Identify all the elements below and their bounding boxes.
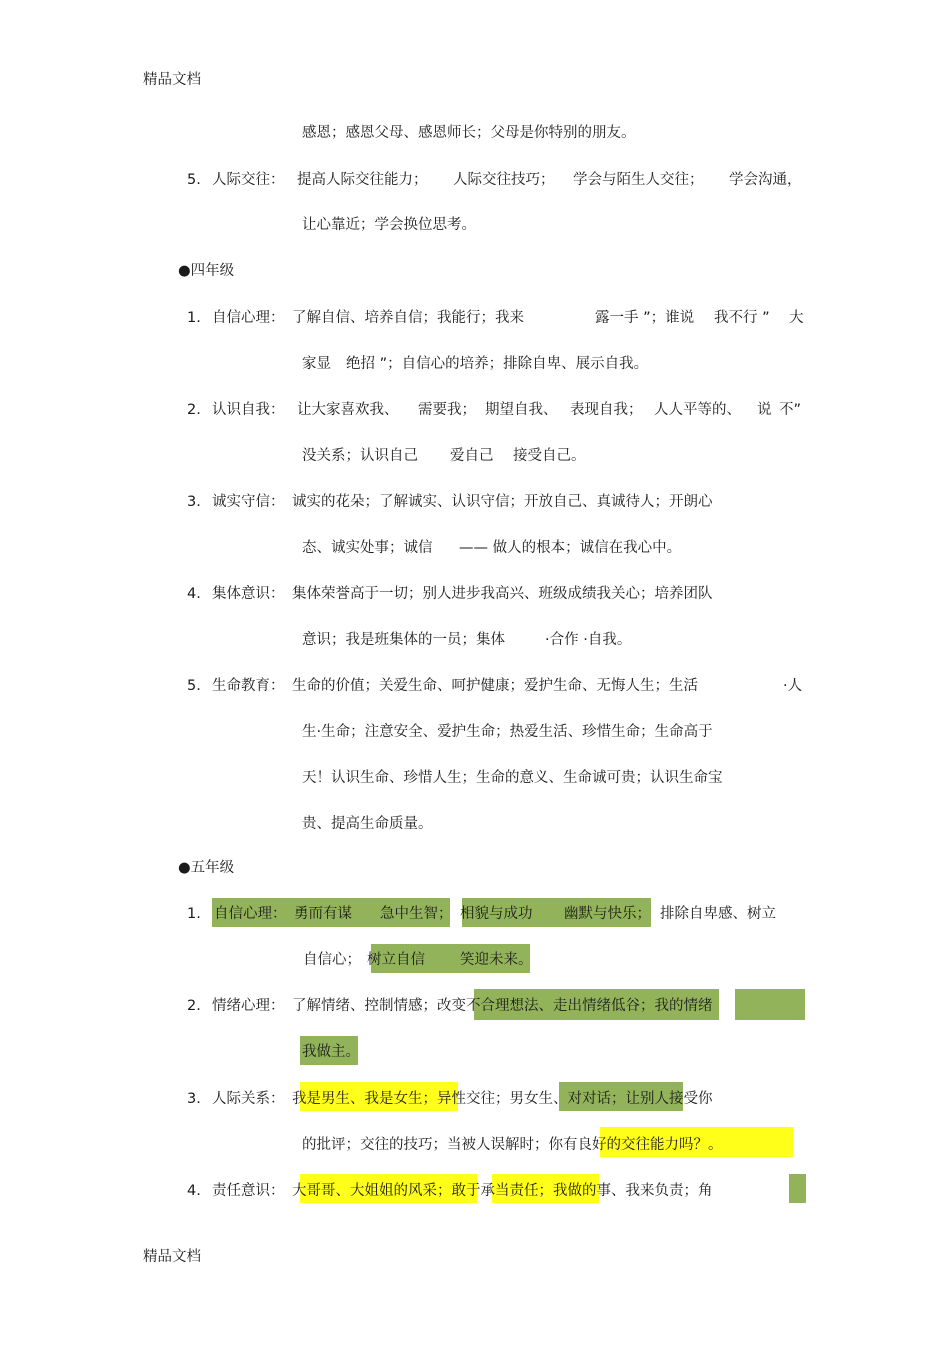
text-segment: 表现自我； — [570, 402, 643, 418]
text-segment: 树立自信 — [367, 952, 425, 968]
item-label: 认识自我： — [212, 402, 285, 418]
text-segment: 了解自信、培养自信；我能行；我来 — [292, 310, 524, 326]
text-segment: 笑迎未来。 — [460, 952, 533, 968]
text-segment: 学会沟通， — [729, 172, 802, 188]
text-segment: 人际交往技巧； — [453, 172, 555, 188]
text-segment: 了解情绪、控制情感；改变不合理想法、走出情绪低谷；我的情绪 — [292, 998, 713, 1014]
item-number: 5. — [187, 172, 201, 188]
text-segment: 露一手 ”；谁说 — [595, 310, 695, 326]
text-segment: 大 — [789, 310, 804, 326]
item-number: 2. — [187, 402, 201, 418]
section-title: ●四年级 — [178, 263, 235, 279]
text-segment: 提高人际交往能力； — [297, 172, 428, 188]
item-number: 5. — [187, 678, 201, 694]
item-label: 情绪心理： — [212, 998, 285, 1014]
text-segment: 学会与陌生人交往； — [573, 172, 704, 188]
text-segment: 说 — [757, 402, 772, 418]
text-segment: 让大家喜欢我、 — [297, 402, 399, 418]
highlight-green — [789, 1174, 806, 1203]
text-segment: 态、诚实处事；诚信 — [302, 540, 433, 556]
text-segment: 绝招 ”；自信心的培养；排除自卑、展示自我。 — [346, 356, 649, 372]
text-line: 天！认识生命、珍惜人生；生命的意义、生命诚可贵；认识生命宝 — [302, 770, 723, 786]
text-line: 生·生命；注意安全、爱护生命；热爱生活、珍惜生命；生命高于 — [302, 724, 713, 740]
item-label: 自信心理： — [214, 906, 287, 922]
text-segment: 集体荣誉高于一切；别人进步我高兴、班级成绩我关心；培养团队 — [292, 586, 713, 602]
item-number: 1. — [187, 906, 201, 922]
item-label: 集体意识： — [212, 586, 285, 602]
page-footer: 精品文档 — [143, 1249, 201, 1265]
item-label: 人际关系： — [212, 1091, 285, 1107]
item-number: 1. — [187, 310, 201, 326]
text-segment: 需要我； — [418, 402, 476, 418]
text-line: 感恩；感恩父母、感恩师长；父母是你特别的朋友。 — [302, 125, 636, 141]
text-segment: ·合作 ·自我。 — [545, 632, 632, 648]
text-segment: 大哥哥、大姐姐的风采；敢于承当责任；我做的事、我来负责；角 — [292, 1183, 713, 1199]
page-header: 精品文档 — [143, 72, 201, 88]
text-segment: 排除自卑感、树立 — [660, 906, 776, 922]
item-number: 2. — [187, 998, 201, 1014]
item-label: 人际交往： — [212, 172, 285, 188]
text-segment: 爱自己 — [450, 448, 494, 464]
text-segment: 诚实的花朵；了解诚实、认识守信；开放自己、真诚待人；开朗心 — [292, 494, 713, 510]
item-label: 自信心理： — [212, 310, 285, 326]
text-segment: 勇而有谋 — [294, 906, 352, 922]
item-label: 生命教育： — [212, 678, 285, 694]
text-line: 让心靠近；学会换位思考。 — [302, 217, 476, 233]
item-label: 诚实守信： — [212, 494, 285, 510]
text-segment: 急中生智； — [380, 906, 453, 922]
text-line: 我做主。 — [302, 1044, 360, 1060]
text-segment: —— 做人的根本；诚信在我心中。 — [459, 540, 682, 556]
text-segment: 自信心； — [303, 952, 361, 968]
text-segment: 我是男生、我是女生；异性交往；男女生、对对话；让别人接受你 — [292, 1091, 713, 1107]
text-segment: 幽默与快乐； — [564, 906, 651, 922]
item-number: 3. — [187, 1091, 201, 1107]
item-label: 责任意识： — [212, 1183, 285, 1199]
section-title: ●五年级 — [178, 860, 235, 876]
text-segment: 生命的价值；关爱生命、呵护健康；爱护生命、无悔人生；生活 — [292, 678, 698, 694]
text-segment: 我不行 ” — [714, 310, 770, 326]
item-number: 4. — [187, 1183, 201, 1199]
item-number: 3. — [187, 494, 201, 510]
text-segment: 人人平等的、 — [654, 402, 741, 418]
text-segment: 没关系；认识自己 — [302, 448, 418, 464]
highlight-green — [735, 989, 805, 1020]
text-segment: 接受自己。 — [513, 448, 586, 464]
text-segment: 期望自我、 — [485, 402, 558, 418]
item-number: 4. — [187, 586, 201, 602]
text-line: 的批评；交往的技巧；当被人误解时；你有良好的交往能力吗？。 — [302, 1137, 723, 1153]
text-line: 贵、提高生命质量。 — [302, 816, 433, 832]
text-segment: 家显 — [302, 356, 331, 372]
text-segment: 不” — [779, 402, 802, 418]
text-segment: ·人 — [783, 678, 803, 694]
text-segment: 相貌与成功 — [460, 906, 533, 922]
text-segment: 意识；我是班集体的一员；集体 — [302, 632, 505, 648]
